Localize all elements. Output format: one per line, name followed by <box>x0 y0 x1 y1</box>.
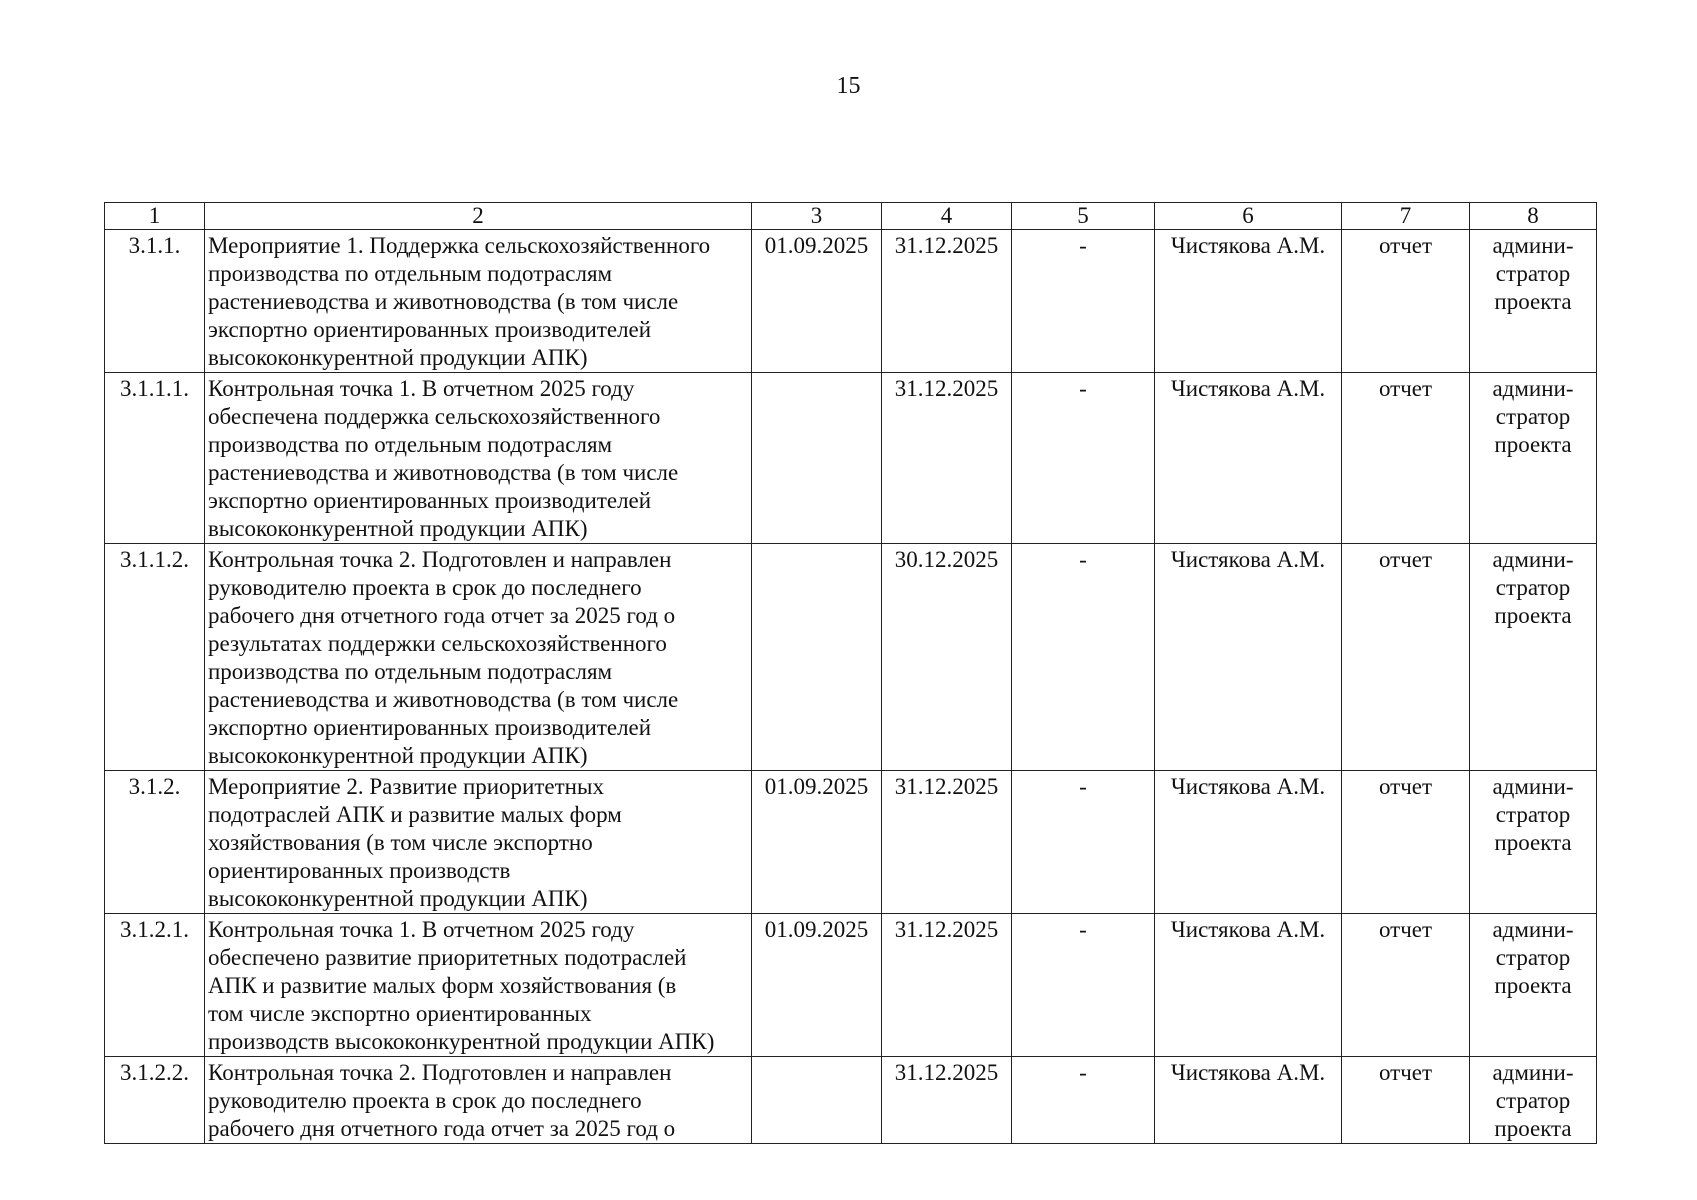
end-date: 31.12.2025 <box>882 230 1012 373</box>
header-cell: 7 <box>1342 203 1470 230</box>
header-cell: 5 <box>1012 203 1155 230</box>
item-number: 3.1.1.1. <box>105 373 205 544</box>
header-cell: 8 <box>1470 203 1597 230</box>
start-date: 01.09.2025 <box>752 771 882 914</box>
start-date <box>752 544 882 771</box>
end-date: 31.12.2025 <box>882 1057 1012 1144</box>
table-row <box>105 914 1597 1057</box>
end-date: 31.12.2025 <box>882 771 1012 914</box>
page-number: 15 <box>836 73 861 99</box>
controller-role: админи- стратор проекта <box>1470 1057 1597 1144</box>
responsible-person: Чистякова А.М. <box>1155 230 1342 373</box>
controller-role: админи- стратор проекта <box>1470 544 1597 771</box>
column-5-value: - <box>1012 230 1155 373</box>
result-document: отчет <box>1342 373 1470 544</box>
end-date: 30.12.2025 <box>882 544 1012 771</box>
header-cell: 6 <box>1155 203 1342 230</box>
responsible-person: Чистякова А.М. <box>1155 1057 1342 1144</box>
item-description: Контрольная точка 1. В отчетном 2025 году обеспечена поддержка сельскохозяйственного производства по отдельным подотраслям растениеводства и животноводства (в том числе экспортно ориентированных производителей высококонкурентной продукции АПК) <box>205 373 752 544</box>
header-cell: 4 <box>882 203 1012 230</box>
header-cell: 1 <box>105 203 205 230</box>
item-description: Контрольная точка 1. В отчетном 2025 году обеспечено развитие приоритетных подотраслей АПК и развитие малых форм хозяйствования (в том числе экспортно ориентированных производств высококонкурентной продукции АПК) <box>205 914 752 1057</box>
item-description: Контрольная точка 2. Подготовлен и направлен руководителю проекта в срок до последнего рабочего дня отчетного года отчет за 2025 год о результатах поддержки сельскохозяйственного производства по отдельным подотраслям растениеводства и животноводства (в том числе экспортно ориентированных производителей высококонкурентной продукции АПК) <box>205 544 752 771</box>
result-document: отчет <box>1342 771 1470 914</box>
controller-role: админи- стратор проекта <box>1470 771 1597 914</box>
end-date: 31.12.2025 <box>882 373 1012 544</box>
item-description: Контрольная точка 2. Подготовлен и направлен руководителю проекта в срок до последнего рабочего дня отчетного года отчет за 2025 год о <box>205 1057 752 1144</box>
controller-role: админи- стратор проекта <box>1470 373 1597 544</box>
responsible-person: Чистякова А.М. <box>1155 771 1342 914</box>
controller-role: админи- стратор проекта <box>1470 230 1597 373</box>
column-5-value: - <box>1012 1057 1155 1144</box>
start-date <box>752 1057 882 1144</box>
item-description: Мероприятие 1. Поддержка сельскохозяйственного производства по отдельным подотраслям растениеводства и животноводства (в том числе экспортно ориентированных производителей высококонкурентной продукции АПК) <box>205 230 752 373</box>
start-date: 01.09.2025 <box>752 914 882 1057</box>
result-document: отчет <box>1342 914 1470 1057</box>
header-cell: 2 <box>205 203 752 230</box>
item-number: 3.1.1.2. <box>105 544 205 771</box>
responsible-person: Чистякова А.М. <box>1155 914 1342 1057</box>
table-row <box>105 373 1597 544</box>
start-date: 01.09.2025 <box>752 230 882 373</box>
result-document: отчет <box>1342 1057 1470 1144</box>
column-5-value: - <box>1012 771 1155 914</box>
item-number: 3.1.2. <box>105 771 205 914</box>
result-document: отчет <box>1342 230 1470 373</box>
responsible-person: Чистякова А.М. <box>1155 544 1342 771</box>
column-5-value: - <box>1012 914 1155 1057</box>
responsible-person: Чистякова А.М. <box>1155 373 1342 544</box>
table-row <box>105 230 1597 373</box>
start-date <box>752 373 882 544</box>
plan-table <box>104 202 1597 1144</box>
header-cell: 3 <box>752 203 882 230</box>
table-row <box>105 771 1597 914</box>
controller-role: админи- стратор проекта <box>1470 914 1597 1057</box>
result-document: отчет <box>1342 544 1470 771</box>
table-row <box>105 544 1597 771</box>
item-number: 3.1.2.1. <box>105 914 205 1057</box>
table-row <box>105 1057 1597 1144</box>
table-header-row <box>105 203 1597 230</box>
item-number: 3.1.2.2. <box>105 1057 205 1144</box>
end-date: 31.12.2025 <box>882 914 1012 1057</box>
item-description: Мероприятие 2. Развитие приоритетных подотраслей АПК и развитие малых форм хозяйствования (в том числе экспортно ориентированных производств высококонкурентной продукции АПК) <box>205 771 752 914</box>
item-number: 3.1.1. <box>105 230 205 373</box>
column-5-value: - <box>1012 544 1155 771</box>
column-5-value: - <box>1012 373 1155 544</box>
